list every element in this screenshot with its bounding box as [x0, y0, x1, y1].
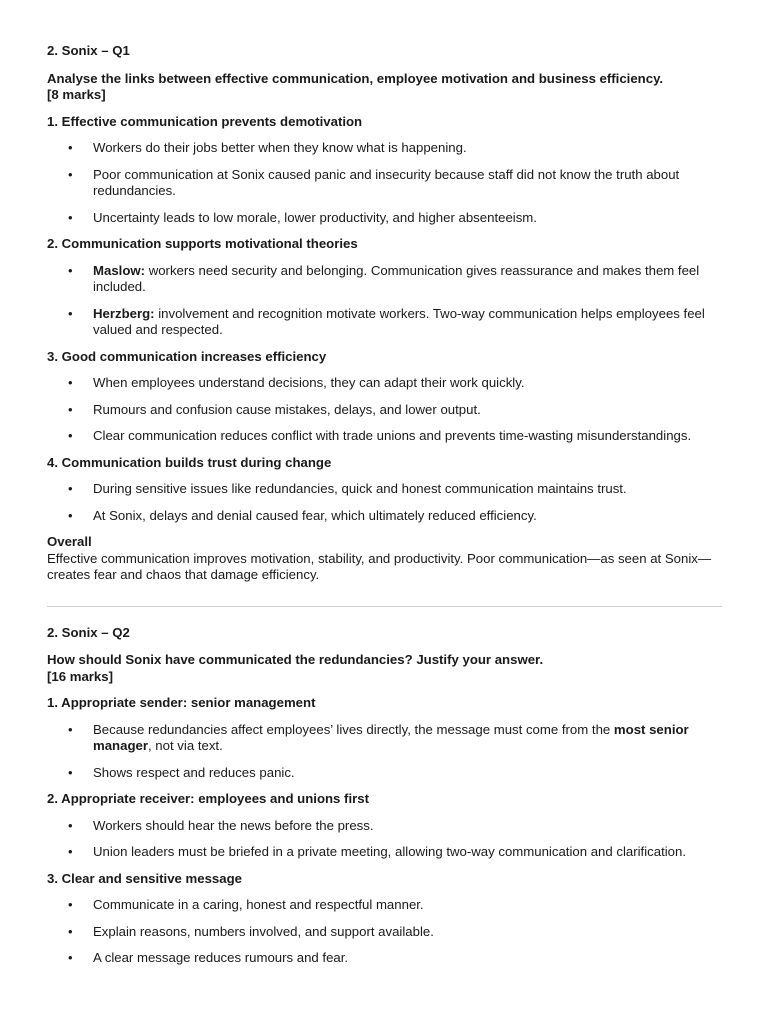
list-item-text: Explain reasons, numbers involved, and support available.	[93, 923, 434, 939]
bullet-icon: •	[68, 844, 73, 859]
list-item	[47, 844, 722, 861]
section-heading: 3. Good communication increases efficiency	[47, 348, 327, 364]
bullet-icon: •	[68, 923, 73, 939]
bullet-list	[47, 140, 722, 226]
list-item	[47, 818, 722, 835]
list-item	[47, 722, 722, 755]
list-item-text: involvement and recognition motivate workers. Two-way communication helps employees feel valued and respected.	[93, 305, 705, 337]
bullet-icon: •	[68, 166, 73, 182]
list-item-text: At Sonix, delays and denial caused fear, which ultimately reduced efficiency.	[93, 507, 537, 523]
section-heading: 2. Appropriate receiver: employees and unions first	[47, 791, 369, 806]
term-label: Herzberg:	[93, 305, 155, 321]
bullet-icon: •	[68, 375, 73, 390]
bullet-list	[47, 375, 722, 445]
bullet-icon: •	[68, 897, 73, 912]
bullet-icon: •	[68, 401, 73, 417]
list-item-text: During sensitive issues like redundancies, quick and honest communication maintains trust.	[93, 481, 627, 496]
question-prompt	[47, 652, 722, 685]
term-label: Maslow:	[93, 262, 146, 278]
question-label: 2. Sonix – Q1	[47, 43, 130, 58]
list-item-text: Union leaders must be briefed in a private meeting, allowing two-way communication and clarification.	[93, 844, 686, 859]
bullet-icon: •	[68, 209, 73, 225]
bullet-list	[47, 481, 722, 524]
list-item	[47, 167, 722, 200]
list-item	[47, 402, 722, 419]
list-item-text: , not via text.	[147, 738, 223, 753]
marks-label: [16 marks]	[47, 668, 113, 684]
overall-summary: Effective communication improves motivation, stability, and productivity. Poor communication—as seen at Sonix—creates fear and chaos that damage efficiency.	[47, 550, 712, 582]
list-item	[47, 375, 722, 392]
section-divider	[47, 606, 722, 607]
list-item-text: Communicate in a caring, honest and respectful manner.	[93, 897, 424, 912]
list-item-text: When employees understand decisions, they can adapt their work quickly.	[93, 375, 525, 390]
bullet-icon: •	[68, 481, 73, 496]
list-item-text: Poor communication at Sonix caused panic and insecurity because staff did not know the truth about redundancies.	[93, 166, 680, 198]
section-heading: 1. Effective communication prevents demotivation	[47, 113, 363, 129]
list-item-text: Shows respect and reduces panic.	[93, 764, 295, 780]
list-item	[47, 481, 722, 498]
bullet-list	[47, 897, 722, 967]
list-item	[47, 263, 722, 296]
list-item-text: A clear message reduces rumours and fear.	[93, 950, 349, 965]
list-item	[47, 306, 722, 339]
section-heading: 4. Communication builds trust during change	[47, 454, 332, 470]
bullet-icon: •	[68, 428, 73, 443]
list-item	[47, 210, 722, 227]
section-heading: 1. Appropriate sender: senior management	[47, 695, 316, 710]
list-item	[47, 950, 722, 967]
list-item-text: Clear communication reduces conflict with trade unions and prevents time-wasting misunderstandings.	[93, 428, 692, 443]
bullet-icon: •	[68, 817, 73, 833]
bullet-icon: •	[68, 305, 73, 321]
list-item	[47, 924, 722, 941]
list-item	[47, 765, 722, 782]
bullet-icon: •	[68, 721, 73, 737]
list-item	[47, 140, 722, 157]
list-item-text: Workers should hear the news before the press.	[93, 817, 374, 833]
section-heading: 2. Communication supports motivational theories	[47, 236, 358, 251]
list-item-text: Because redundancies affect employees’ lives directly, the message must come from the	[93, 721, 614, 737]
bullet-icon: •	[68, 507, 73, 523]
list-item	[47, 897, 722, 914]
bullet-icon: •	[68, 764, 73, 780]
bullet-icon: •	[68, 140, 73, 155]
overall-heading: Overall	[47, 534, 92, 549]
q1-sections	[47, 114, 722, 525]
list-item-text: Uncertainty leads to low morale, lower productivity, and higher absenteeism.	[93, 209, 537, 225]
bullet-list	[47, 722, 722, 782]
list-item-text: Rumours and confusion cause mistakes, delays, and lower output.	[93, 401, 481, 417]
list-item-text: workers need security and belonging. Communication gives reassurance and makes them feel included.	[93, 262, 700, 294]
list-item	[47, 508, 722, 525]
prompt-text: How should Sonix have communicated the redundancies? Justify your answer.	[47, 652, 544, 667]
marks-label: [8 marks]	[47, 87, 106, 102]
prompt-text: Analyse the links between effective communication, employee motivation and business efficiency.	[47, 70, 664, 86]
bullet-icon: •	[68, 262, 73, 278]
section-heading: 3. Clear and sensitive message	[47, 870, 242, 886]
bullet-icon: •	[68, 950, 73, 965]
emphasis-text: most senior manager	[93, 721, 689, 753]
list-item	[47, 428, 722, 445]
list-item-text: Workers do their jobs better when they know what is happening.	[93, 140, 467, 155]
question-label: 2. Sonix – Q2	[47, 624, 130, 640]
bullet-list	[47, 263, 722, 339]
bullet-list	[47, 818, 722, 861]
question-prompt	[47, 71, 722, 104]
